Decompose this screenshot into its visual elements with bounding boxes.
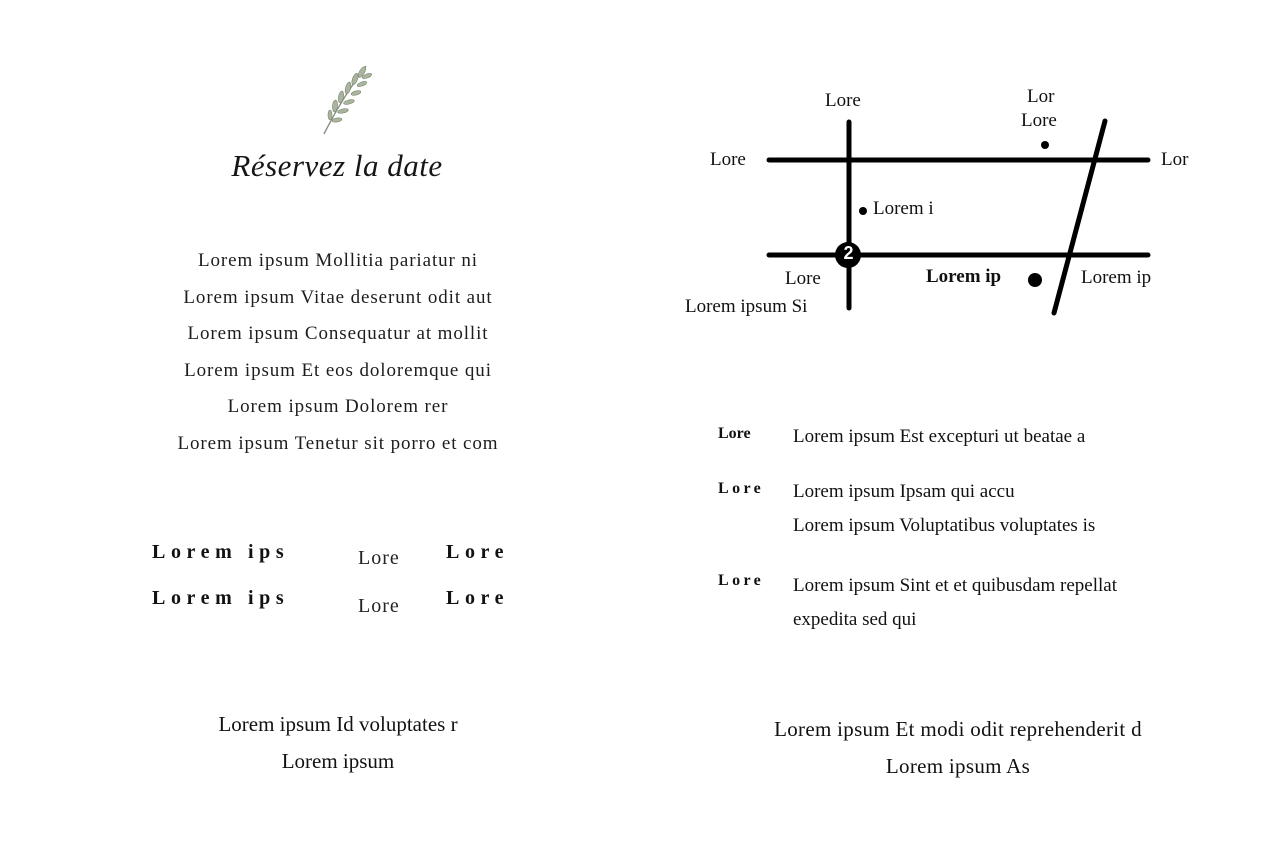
schedule-time: Lore [718, 425, 751, 442]
schedule-description [793, 475, 1223, 543]
event-detail-row [140, 587, 540, 617]
intro-text [110, 243, 566, 463]
schedule-time: Lore [718, 572, 765, 589]
poi-dot [859, 207, 867, 215]
schedule-line: expedita sed qui [793, 609, 917, 630]
detail-value: Lore [358, 547, 400, 569]
intro-line: Lorem ipsum Tenetur sit porro et com [177, 432, 499, 454]
venue-dot [1028, 273, 1042, 287]
map-label-venue: Lorem ip [926, 266, 1002, 287]
schedule-description [793, 569, 1223, 637]
closing-line: Lorem ipsum Et modi odit reprehenderit d [774, 717, 1142, 741]
intro-line: Lorem ipsum Consequatur at mollit [187, 323, 489, 345]
map-label-bottom-left: Lore [785, 268, 821, 289]
closing-line: Lorem ipsum Id voluptates r [218, 712, 458, 736]
schedule-line: Lorem ipsum Voluptatibus voluptates is [793, 515, 1096, 536]
marker-number: 2 [843, 243, 854, 263]
map-label-top-right: Lore [1021, 110, 1057, 131]
map-label-bottom-right: Lorem ip [1081, 267, 1152, 288]
map-label-left-street: Lore [710, 149, 746, 170]
map-label-top-right: Lor [1027, 86, 1055, 107]
schedule-line: Lorem ipsum Sint et et quibusdam repellat [793, 575, 1117, 596]
map-label-bottom-left: Lorem ipsum Si [685, 296, 808, 317]
olive-branch-icon [318, 62, 374, 138]
detail-value: Lore [358, 595, 400, 617]
map-label-right-street: Lor [1161, 149, 1189, 170]
detail-label: Lore [446, 587, 510, 609]
detail-label: Lorem ips [152, 587, 290, 609]
location-map [680, 80, 1220, 330]
intro-line: Lorem ipsum Et eos doloremque qui [184, 359, 492, 381]
detail-label: Lore [446, 541, 510, 563]
poi-dot [1041, 141, 1049, 149]
map-streets [680, 80, 1220, 330]
intro-line: Lorem ipsum Mollitia pariatur ni [198, 250, 478, 271]
right-closing-text [720, 711, 1196, 785]
map-label-top-street: Lore [825, 90, 861, 111]
intro-line: Lorem ipsum Dolorem rer [227, 396, 449, 418]
detail-label: Lorem ips [152, 541, 290, 563]
schedule-description [793, 420, 1223, 454]
left-closing-text [140, 706, 536, 780]
schedule-time: Lore [718, 480, 765, 497]
closing-line: Lorem ipsum [281, 749, 395, 773]
schedule-line: Lorem ipsum Ipsam qui accu [793, 481, 1015, 502]
page-title: Réservez la date [231, 148, 443, 183]
intro-line: Lorem ipsum Vitae deserunt odit aut [183, 286, 493, 308]
event-detail-row [140, 541, 540, 571]
closing-line: Lorem ipsum As [885, 754, 1031, 778]
map-label-poi: Lorem i [873, 198, 934, 219]
schedule-line: Lorem ipsum Est excepturi ut beatae a [793, 426, 1086, 447]
